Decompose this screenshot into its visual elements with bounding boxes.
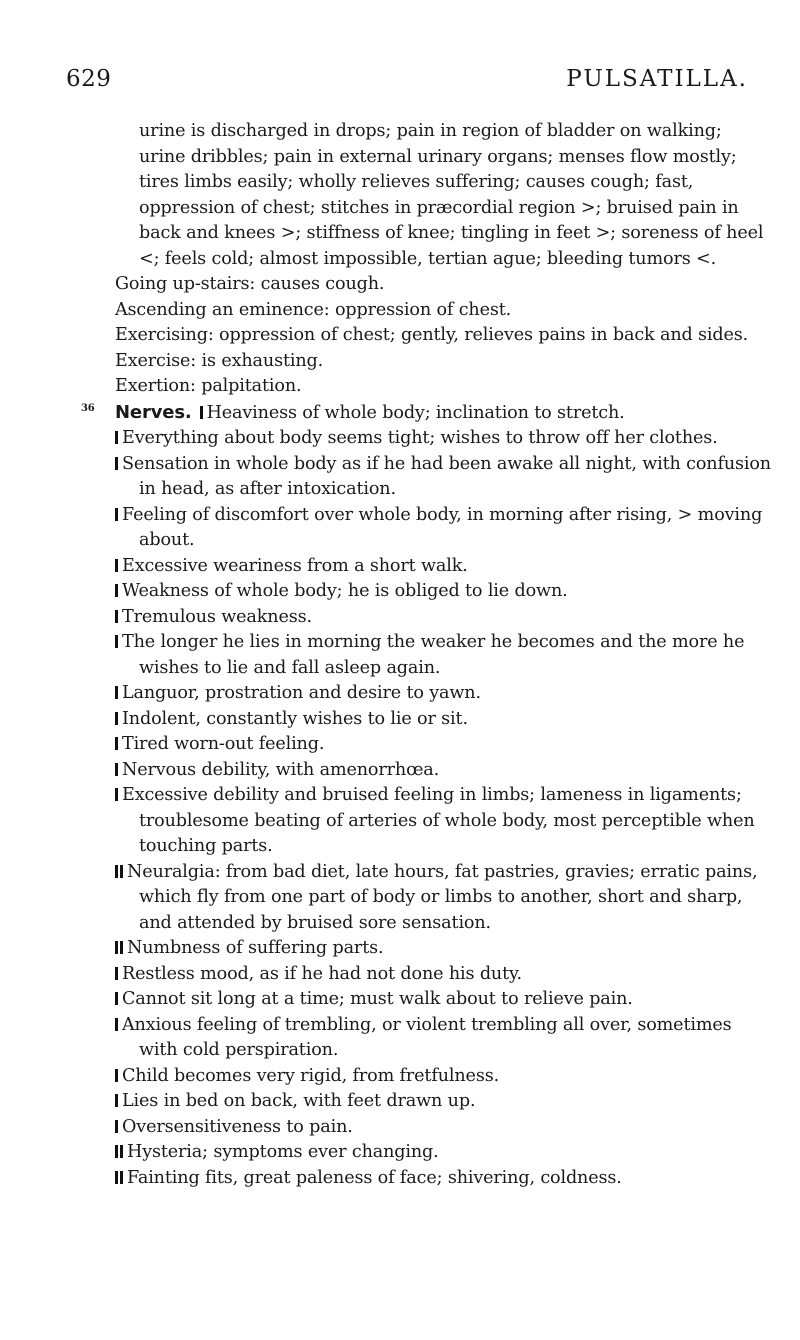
symptom-text: Sensation in whole body as if he had been awake all night, with confusion in head, as after intoxication.	[122, 453, 771, 499]
symptom-entry: 36 Nerves. Heaviness of whole body; inclination to stretch.	[81, 401, 625, 423]
symptom-entry	[115, 605, 773, 631]
symptom-text: Excessive debility and bruised feeling in limbs; lameness in ligaments; troublesome beating of arteries of whole body, most perceptible when touching parts.	[122, 785, 755, 856]
page-number: 629	[66, 66, 112, 92]
symptom-entry	[115, 503, 773, 554]
modality-line: Ascending an eminence: oppression of chest.	[115, 299, 512, 320]
emphasis-bar-mark	[120, 865, 123, 878]
emphasis-bar-mark	[115, 508, 118, 521]
symptom-entry	[115, 630, 773, 681]
emphasis-bar-mark	[120, 1171, 123, 1184]
symptom-text: Weakness of whole body; he is obliged to lie down.	[122, 581, 568, 601]
symptom-text: Hysteria; symptoms ever changing.	[127, 1142, 439, 1162]
symptom-entry	[115, 732, 773, 758]
emphasis-bar-mark	[115, 1094, 118, 1107]
symptom-entry	[115, 579, 773, 605]
symptom-entry	[115, 707, 773, 733]
symptom-text: Excessive weariness from a short walk.	[122, 555, 468, 576]
symptom-text: Indolent, constantly wishes to lie or sit.	[122, 708, 468, 729]
symptom-entry	[115, 758, 773, 784]
emphasis-bar-mark	[115, 788, 118, 801]
emphasis-bar-mark	[115, 584, 118, 597]
symptom-text: Fainting fits, great paleness of face; shivering, coldness.	[127, 1167, 622, 1188]
symptom-text: Languor, prostration and desire to yawn.	[122, 683, 481, 703]
modality-line: Exercising: oppression of chest; gently, relieves pains in back and sides.	[115, 325, 749, 345]
symptom-entry	[115, 1013, 773, 1064]
symptom-entry	[115, 783, 773, 860]
emphasis-bar-mark	[115, 737, 118, 750]
page-body	[81, 119, 773, 1191]
emphasis-bar-mark	[115, 712, 118, 725]
emphasis-bar-mark	[115, 941, 118, 954]
emphasis-bar-mark	[115, 1069, 118, 1082]
symptom-text: Feeling of discomfort over whole body, in morning after rising, > moving about.	[122, 504, 763, 550]
symptom-text: Child becomes very rigid, from fretfulness.	[122, 1065, 500, 1086]
symptom-text: Numbness of suffering parts.	[127, 938, 384, 958]
symptom-entry	[115, 1115, 773, 1141]
emphasis-bar-mark	[115, 1018, 118, 1031]
symptom-text: Heaviness of whole body; inclination to stretch.	[206, 402, 625, 423]
symptom-entry	[115, 962, 773, 988]
symptom-entry	[115, 936, 773, 962]
modality-line: Exertion: palpitation.	[115, 376, 302, 396]
symptom-text: Tired worn-out feeling.	[122, 734, 325, 754]
emphasis-bar-mark	[115, 763, 118, 776]
symptom-entry	[115, 681, 773, 707]
symptom-entry	[115, 1064, 773, 1090]
emphasis-bar-mark	[115, 559, 118, 572]
modality-line: Going up-stairs: causes cough.	[115, 274, 385, 294]
symptom-text: Oversensitiveness to pain.	[122, 1116, 353, 1137]
page-header	[66, 66, 800, 102]
symptom-entry	[115, 452, 773, 503]
emphasis-bar-mark	[120, 1145, 123, 1158]
running-head: PULSATILLA.	[566, 66, 748, 92]
modality-line: Exercise: is exhausting.	[115, 350, 324, 371]
emphasis-bar-mark	[115, 1171, 118, 1184]
nerves-section	[81, 400, 773, 1192]
emphasis-bar-mark	[120, 941, 123, 954]
symptom-text: Neuralgia: from bad diet, late hours, fat pastries, gravies; erratic pains, which fly from one part of body or limbs to another, short and sharp, and attended by bruised sore sensation.	[127, 861, 758, 933]
emphasis-bar-mark	[115, 635, 118, 648]
symptom-text: Tremulous weakness.	[122, 606, 312, 627]
symptom-entry	[115, 1166, 773, 1192]
emphasis-bar-mark	[115, 967, 118, 980]
emphasis-bar-mark	[115, 457, 118, 470]
continuation-paragraph: urine is discharged in drops; pain in region of bladder on walking; urine dribbles; pain in external urinary organs; menses flow mostly; tires limbs easily; wholly relieves suffering; causes cough; fast, oppression of chest; stitches in præcordial region >; bruised pain in back and knees >; stiffness of knee; tingling in feet >; soreness of heel <; feels cold; almost impossible, tertian ague; bleeding tumors <.	[139, 121, 764, 269]
emphasis-bar-mark	[200, 406, 203, 419]
emphasis-bar-mark	[115, 686, 118, 699]
symptom-text: Everything about body seems tight; wishes to throw off her clothes.	[122, 428, 718, 448]
section-title: Nerves.	[115, 401, 192, 423]
emphasis-bar-mark	[115, 431, 118, 444]
symptom-text: Nervous debility, with amenorrhœa.	[122, 759, 440, 780]
symptom-entry	[115, 987, 773, 1013]
symptom-entry	[115, 426, 773, 452]
emphasis-bar-mark	[115, 992, 118, 1005]
symptom-text: The longer he lies in morning the weaker he becomes and the more he wishes to lie and fall asleep again.	[122, 632, 745, 678]
symptom-entry	[115, 554, 773, 580]
symptom-text: Cannot sit long at a time; must walk about to relieve pain.	[122, 989, 633, 1009]
symptom-text: Lies in bed on back, with feet drawn up.	[122, 1091, 476, 1111]
symptom-entry	[115, 1140, 773, 1166]
symptom-text: Restless mood, as if he had not done his duty.	[122, 963, 522, 984]
emphasis-bar-mark	[115, 1120, 118, 1133]
symptom-text: Anxious feeling of trembling, or violent trembling all over, sometimes with cold perspiration.	[122, 1014, 732, 1060]
emphasis-bar-mark	[115, 1145, 118, 1158]
symptom-entry	[115, 1089, 773, 1115]
symptom-entry	[115, 860, 773, 937]
emphasis-bar-mark	[115, 610, 118, 623]
emphasis-bar-mark	[115, 865, 118, 878]
